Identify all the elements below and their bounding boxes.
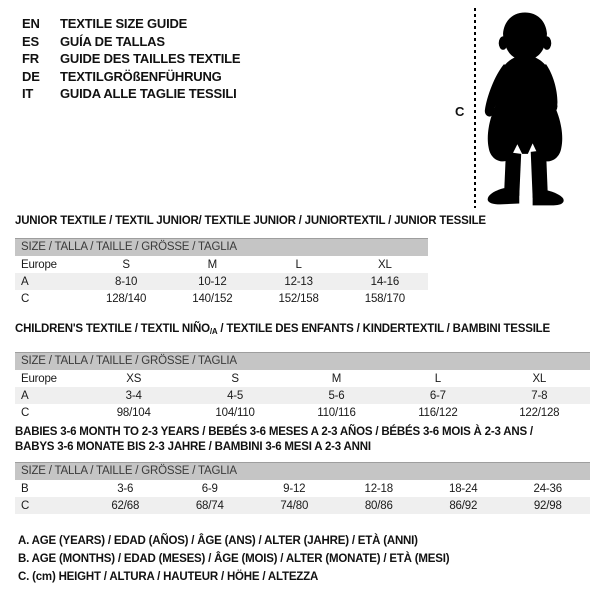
value-cell: 9-12 (283, 482, 306, 495)
value-cell: 14-16 (342, 273, 428, 290)
value-cell: L (434, 372, 441, 385)
title-suffix: / TEXTILE DES ENFANTS / KINDERTEXTIL / BAMBINI TESSILE (217, 323, 550, 335)
value-cell: 128/140 (106, 292, 147, 305)
value-cell: XL (378, 258, 392, 271)
value-cell: 12-18 (364, 482, 393, 495)
value-cell: 3-4 (83, 387, 184, 404)
value-cell: 8-10 (83, 273, 169, 290)
legend-age-months: B. AGE (MONTHS) / EDAD (MESES) / ÂGE (MOIS) / ALTER (MONATE) / ETÀ (MESI) (18, 553, 450, 565)
language-code: FR (22, 51, 39, 67)
row-label-cell: A (15, 273, 83, 290)
table-row (15, 256, 428, 273)
row-label-cell: C (21, 406, 30, 419)
value-cell: 74/80 (252, 497, 337, 514)
value-cell: 3-6 (117, 482, 134, 495)
row-label-cell: A (15, 387, 83, 404)
table-row (15, 290, 428, 307)
table-row (15, 404, 590, 421)
value-cell: 158/170 (364, 292, 405, 305)
title-line-2: BABYS 3-6 MONATE BIS 2-3 JAHRE / BAMBINI 3-6 MESI A 2-3 ANNI (15, 441, 371, 453)
language-row (22, 68, 240, 86)
value-cell: 7-8 (489, 387, 590, 404)
section-junior (15, 214, 486, 307)
table-row (15, 497, 590, 514)
junior-size-table (15, 256, 428, 307)
section-children (15, 322, 590, 421)
value-cell: 92/98 (506, 497, 591, 514)
value-cell: L (295, 258, 302, 271)
title-line-1: BABIES 3-6 MONTH TO 2-3 YEARS / BEBÉS 3-6 MESES A 2-3 AÑOS / BÉBÉS 3-6 MOIS À 2-3 ANS / (15, 426, 533, 438)
size-header-band: SIZE / TALLA / TAILLE / GRÖSSE / TAGLIA (15, 462, 590, 480)
value-cell: 24-36 (533, 482, 562, 495)
language-label: TEXTILE SIZE GUIDE (60, 16, 188, 32)
value-cell: S (231, 372, 239, 385)
language-label: TEXTILGRÖßENFÜHRUNG (60, 68, 222, 84)
row-label-cell: B (21, 482, 29, 495)
height-label: C (455, 104, 465, 119)
title-subscript: /A (209, 327, 218, 336)
toddler-silhouette-icon (483, 8, 567, 208)
language-label: GUIDE DES TAILLES TEXTILE (60, 51, 241, 67)
table-row (15, 480, 590, 497)
value-cell: 86/92 (421, 497, 506, 514)
value-cell: 152/158 (278, 292, 319, 305)
value-cell: 116/122 (418, 406, 458, 419)
value-cell: 80/86 (337, 497, 422, 514)
language-row (22, 50, 240, 68)
value-cell: XL (532, 372, 547, 385)
value-cell: 4-5 (184, 387, 285, 404)
babies-size-table (15, 480, 590, 514)
table-row (15, 387, 590, 404)
value-cell: 110/116 (317, 406, 356, 419)
value-cell: 140/152 (192, 292, 233, 305)
value-cell: 10-12 (169, 273, 255, 290)
value-cell: 104/110 (215, 406, 255, 419)
value-cell: 5-6 (286, 387, 387, 404)
size-header-band: SIZE / TALLA / TAILLE / GRÖSSE / TAGLIA (15, 238, 428, 256)
section-children-title (15, 322, 590, 339)
row-label-cell: Europe (21, 258, 57, 271)
section-junior-title: JUNIOR TEXTILE / TEXTIL JUNIOR/ TEXTILE JUNIOR / JUNIORTEXTIL / JUNIOR TESSILE (15, 215, 486, 227)
language-row (22, 15, 240, 33)
table-row (15, 370, 590, 387)
language-code: DE (22, 68, 40, 84)
language-label: GUIDA ALLE TAGLIE TESSILI (60, 86, 237, 102)
value-cell: 62/68 (83, 497, 168, 514)
legend-age-years: A. AGE (YEARS) / EDAD (AÑOS) / ÂGE (ANS) / ALTER (JAHRE) / ETÀ (ANNI) (18, 535, 418, 547)
section-babies-title (15, 425, 590, 455)
value-cell: M (207, 258, 218, 271)
language-row (22, 85, 240, 103)
language-code: EN (22, 16, 40, 32)
legend-height: C. (cm) HEIGHT / ALTURA / HAUTEUR / HÖHE / ALTEZZA (18, 571, 319, 583)
language-row (22, 33, 240, 51)
language-list (22, 15, 240, 103)
size-header-band: SIZE / TALLA / TAILLE / GRÖSSE / TAGLIA (15, 352, 590, 370)
value-cell: 6-9 (201, 482, 218, 495)
row-label-cell: C (21, 292, 30, 305)
row-label-cell: Europe (21, 372, 57, 385)
value-cell: 68/74 (168, 497, 253, 514)
language-code: IT (22, 86, 34, 102)
children-size-table (15, 370, 590, 421)
height-dashed-line (474, 8, 476, 208)
value-cell: 98/104 (116, 406, 151, 419)
table-row (15, 273, 428, 290)
value-cell: XS (126, 372, 142, 385)
legend (18, 532, 449, 586)
language-label: GUÍA DE TALLAS (60, 33, 165, 49)
language-code: ES (22, 33, 39, 49)
value-cell: M (331, 372, 342, 385)
value-cell: 122/128 (519, 406, 560, 419)
value-cell: 18-24 (449, 482, 478, 495)
title-prefix: CHILDREN'S TEXTILE / TEXTIL NIÑO (15, 323, 210, 335)
value-cell: S (122, 258, 130, 271)
value-cell: 12-13 (256, 273, 342, 290)
section-babies (15, 425, 590, 514)
row-label-cell: C (15, 497, 83, 514)
value-cell: 6-7 (387, 387, 488, 404)
